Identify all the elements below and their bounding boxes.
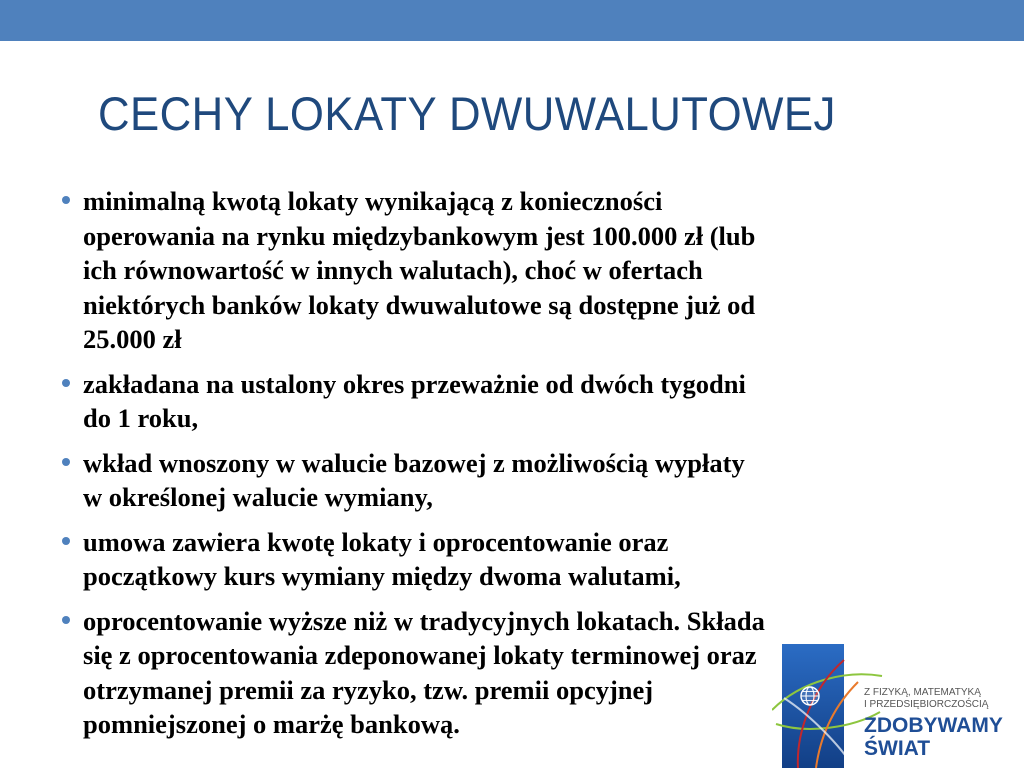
bullet-item bbox=[62, 446, 967, 515]
bullet-line: 25.000 zł bbox=[83, 324, 182, 354]
bullet-line: operowania na rynku międzybankowym jest 100.000 zł (lub bbox=[83, 220, 756, 251]
logo-title-line2: ŚWIAT bbox=[864, 737, 931, 760]
bullet-line: umowa zawiera kwotę lokaty i oprocentowanie oraz bbox=[83, 526, 669, 557]
bullet-line: oprocentowanie wyższe niż w tradycyjnych lokatach. Składa bbox=[83, 605, 765, 636]
bullet-line: w określonej walucie wymiany, bbox=[83, 482, 433, 512]
logo-tagline-line1: Z FIZYKĄ, MATEMATYKĄ bbox=[864, 687, 981, 698]
bullet-line: zakładana na ustalony okres przeważnie od dwóch tygodni bbox=[83, 368, 746, 399]
bullet-line: minimalną kwotą lokaty wynikającą z konieczności bbox=[83, 186, 663, 216]
top-accent-bar bbox=[0, 0, 1024, 41]
bullet-line: początkowy kurs wymiany między dwoma walutami, bbox=[83, 561, 681, 591]
globe-atom-icon bbox=[801, 687, 819, 705]
bullet-dot-icon bbox=[62, 196, 70, 204]
bullet-item bbox=[62, 367, 967, 436]
logo-tagline-line2: I PRZEDSIĘBIORCZOŚCIĄ bbox=[864, 699, 989, 710]
bullet-dot-icon bbox=[62, 616, 70, 624]
bullet-line: otrzymanej premii za ryzyko, tzw. premii opcyjnej bbox=[83, 674, 654, 705]
bullet-dot-icon bbox=[62, 537, 70, 545]
slide-title: CECHY LOKATY DWUWALUTOWEJ bbox=[98, 87, 836, 140]
bullet-dot-icon bbox=[62, 458, 70, 466]
bullet-line: niektórych banków lokaty dwuwalutowe są dostępne już od bbox=[83, 289, 756, 320]
logo-title-line1: ZDOBYWAMY bbox=[864, 714, 1003, 737]
logo-panel bbox=[782, 644, 844, 768]
project-logo bbox=[772, 638, 1024, 768]
bullet-line: wkład wnoszony w walucie bazowej z możliwością wypłaty bbox=[83, 447, 745, 478]
bullet-line: ich równowartość w innych walutach), choć w ofertach bbox=[83, 255, 703, 285]
bullet-item bbox=[62, 525, 967, 594]
bullet-line: się z oprocentowania zdeponowanej lokaty terminowej oraz bbox=[83, 640, 757, 670]
bullet-dot-icon bbox=[62, 379, 70, 387]
bullet-item bbox=[62, 184, 967, 357]
bullet-line: pomniejszonej o marżę bankową. bbox=[83, 709, 460, 739]
bullet-line: do 1 roku, bbox=[83, 403, 199, 433]
